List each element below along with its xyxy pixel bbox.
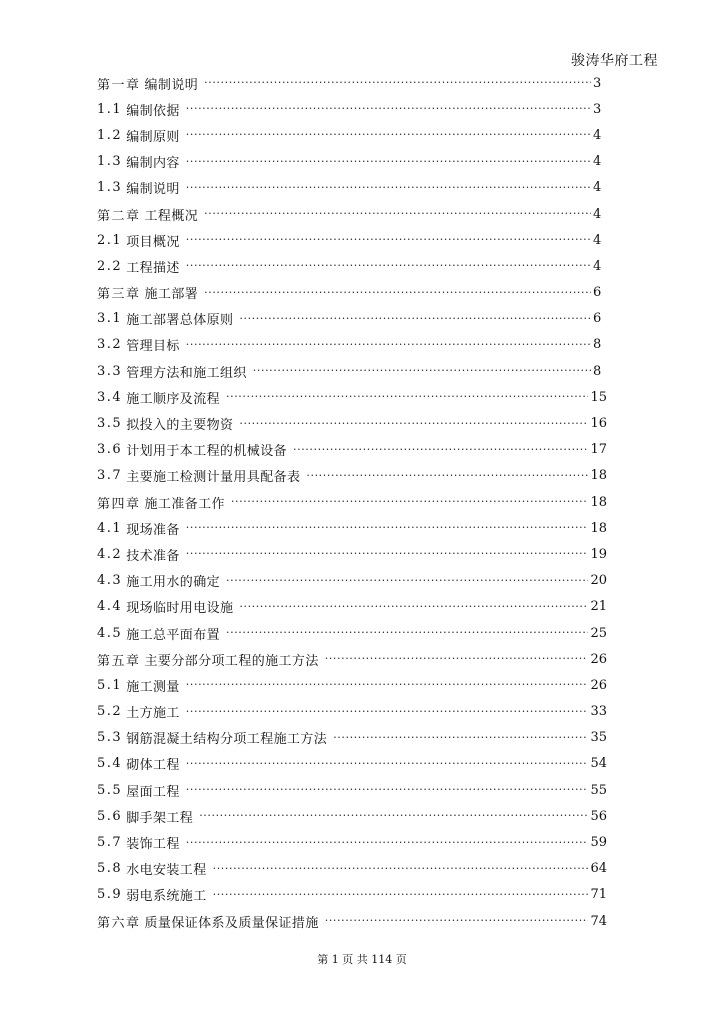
toc-entry-title: 项目概况: [126, 234, 180, 250]
toc-entry-page: 54: [590, 756, 607, 772]
toc-entry: [97, 306, 607, 332]
toc-entry-title: 技术准备: [126, 548, 180, 564]
dot-leader: [186, 678, 589, 692]
dot-leader: [186, 128, 591, 142]
dot-leader: [186, 181, 591, 195]
toc-entry: [97, 725, 607, 751]
toc-entry-page: 33: [590, 704, 607, 720]
toc-entry: [97, 122, 607, 148]
toc-entry-page: 21: [590, 599, 607, 615]
toc-entry: [97, 227, 607, 253]
toc-entry-page: 6: [593, 311, 602, 327]
dot-leader: [306, 469, 588, 483]
dot-leader: [204, 286, 591, 300]
toc-entry-number: 第五章: [97, 653, 141, 669]
toc-entry-page: 35: [590, 730, 607, 746]
toc-entry-number: 5.5: [97, 782, 123, 798]
dot-leader: [231, 495, 589, 509]
toc-entry-page: 4: [593, 180, 602, 196]
document-header: 骏涛华府工程: [571, 53, 658, 69]
toc-entry-number: 3.6: [97, 442, 123, 458]
toc-entry: [97, 384, 607, 410]
dot-leader: [186, 783, 589, 797]
toc-entry-number: 4.4: [97, 599, 123, 615]
toc-entry: [97, 777, 607, 803]
toc-entry-page: 4: [593, 206, 602, 222]
toc-entry: [97, 856, 607, 882]
toc-entry-title: 砌体工程: [126, 758, 180, 774]
dot-leader: [186, 836, 589, 850]
toc-entry: [97, 489, 607, 515]
dot-leader: [186, 233, 591, 247]
dot-leader: [325, 652, 589, 666]
toc-entry-page: 25: [590, 625, 607, 641]
dot-leader: [213, 888, 589, 902]
toc-entry-number: 第一章: [97, 77, 141, 93]
toc-entry-page: 56: [590, 808, 607, 824]
toc-entry: [97, 463, 607, 489]
toc-entry-number: 4.3: [97, 573, 123, 589]
dot-leader: [239, 312, 591, 326]
toc-entry-page: 19: [590, 546, 607, 562]
toc-entry-title: 主要施工检测计量用具配备表: [126, 470, 301, 486]
dot-leader: [186, 259, 591, 273]
toc-entry-title: 现场临时用电设施: [126, 601, 234, 617]
dot-leader: [186, 757, 589, 771]
toc-entry-number: 3.4: [97, 389, 123, 405]
toc-entry-title: 施工部署总体原则: [126, 313, 234, 329]
dot-leader: [239, 417, 588, 431]
toc-entry-number: 第二章: [97, 208, 141, 224]
toc-entry: [97, 751, 607, 777]
toc-entry-page: 71: [590, 887, 607, 903]
toc-entry-number: 5.1: [97, 677, 123, 693]
toc-entry-page: 15: [590, 389, 607, 405]
toc-entry-title: 施工测量: [126, 679, 180, 695]
dot-leader: [186, 155, 591, 169]
toc-entry-title: 施工准备工作: [144, 496, 225, 512]
toc-entry-page: 18: [590, 468, 607, 484]
toc-entry: [97, 201, 607, 227]
dot-leader: [253, 364, 591, 378]
toc-entry-page: 16: [590, 416, 607, 432]
toc-entry-title: 工程描述: [126, 260, 180, 276]
toc-entry-title: 装饰工程: [126, 837, 180, 853]
dot-leader: [186, 338, 591, 352]
dot-leader: [186, 102, 591, 116]
toc-entry-number: 第三章: [97, 287, 141, 303]
toc-entry-page: 18: [590, 494, 607, 510]
toc-entry: [97, 280, 607, 306]
toc-entry-number: 4.2: [97, 546, 123, 562]
toc-entry-title: 编制说明: [144, 77, 199, 93]
toc-entry-number: 5.9: [97, 887, 123, 903]
toc-entry-page: 18: [590, 520, 607, 536]
dot-leader: [186, 547, 589, 561]
toc-entry-page: 26: [590, 651, 607, 667]
toc-entry-number: 第六章: [97, 915, 141, 931]
toc-entry-number: 2.1: [97, 232, 123, 248]
toc-entry-title: 管理目标: [126, 339, 180, 355]
toc-entry-number: 3.5: [97, 416, 123, 432]
toc-entry-title: 编制说明: [126, 182, 180, 198]
dot-leader: [293, 443, 588, 457]
toc-entry: [97, 332, 607, 358]
toc-entry-number: 3.3: [97, 363, 123, 379]
dot-leader: [204, 207, 591, 221]
toc-entry-title: 现场准备: [126, 522, 180, 538]
toc-entry: [97, 541, 607, 567]
toc-entry-page: 4: [593, 232, 602, 248]
dot-leader: [186, 705, 589, 719]
toc-entry-page: 4: [593, 258, 602, 274]
toc-entry-page: 3: [593, 75, 602, 91]
toc-entry-number: 第四章: [97, 496, 141, 512]
toc-entry: [97, 908, 607, 934]
toc-entry: [97, 253, 607, 279]
toc-entry-page: 8: [593, 363, 602, 379]
toc-entry-number: 1.3: [97, 154, 123, 170]
toc-entry-page: 8: [593, 337, 602, 353]
toc-entry: [97, 594, 607, 620]
toc-entry: [97, 96, 607, 122]
toc-entry-page: 3: [593, 101, 602, 117]
toc-entry-title: 编制原则: [126, 129, 180, 145]
toc-entry-title: 屋面工程: [126, 784, 180, 800]
toc-entry-title: 水电安装工程: [126, 863, 207, 879]
dot-leader: [213, 862, 589, 876]
toc-entry: [97, 358, 607, 384]
toc-entry: [97, 803, 607, 829]
toc-entry-number: 1.1: [97, 101, 123, 117]
dot-leader: [226, 626, 588, 640]
dot-leader: [239, 600, 588, 614]
toc-entry: [97, 646, 607, 672]
toc-entry-title: 编制依据: [126, 103, 180, 119]
toc-entry: [97, 437, 607, 463]
toc-entry-number: 5.8: [97, 861, 123, 877]
toc-entry-title: 管理方法和施工组织: [126, 365, 247, 381]
toc-entry-title: 脚手架工程: [126, 810, 194, 826]
toc-entry: [97, 829, 607, 855]
toc-entry-title: 工程概况: [144, 208, 199, 224]
toc-entry-title: 施工顺序及流程: [126, 391, 220, 407]
toc-entry-title: 施工部署: [144, 287, 199, 303]
toc-entry-number: 5.2: [97, 704, 123, 720]
toc-entry-page: 74: [590, 913, 607, 929]
toc-entry: [97, 568, 607, 594]
toc-entry-page: 55: [590, 782, 607, 798]
toc-entry-title: 主要分部分项工程的施工方法: [144, 653, 319, 669]
toc-entry: [97, 672, 607, 698]
dot-leader: [325, 914, 589, 928]
toc-entry-title: 弱电系统施工: [126, 889, 207, 905]
toc-entry-number: 5.6: [97, 808, 123, 824]
toc-entry-number: 2.2: [97, 258, 123, 274]
toc-entry: [97, 410, 607, 436]
toc-entry-page: 6: [593, 285, 602, 301]
toc-entry: [97, 882, 607, 908]
toc-entry-page: 4: [593, 154, 602, 170]
toc-entry-number: 5.3: [97, 730, 123, 746]
toc-entry: [97, 175, 607, 201]
toc-entry-title: 拟投入的主要物资: [126, 418, 234, 434]
dot-leader: [199, 809, 588, 823]
toc-entry: [97, 699, 607, 725]
toc-entry: [97, 70, 607, 96]
dot-leader: [226, 390, 588, 404]
dot-leader: [186, 521, 589, 535]
toc-entry-title: 土方施工: [126, 706, 180, 722]
table-of-contents: [97, 70, 607, 934]
toc-entry-page: 20: [590, 573, 607, 589]
toc-entry-number: 5.7: [97, 835, 123, 851]
toc-entry-number: 4.1: [97, 520, 123, 536]
toc-entry-number: 3.2: [97, 337, 123, 353]
toc-entry-title: 编制内容: [126, 156, 180, 172]
toc-entry-number: 3.1: [97, 311, 123, 327]
toc-entry-page: 64: [590, 861, 607, 877]
toc-entry-number: 3.7: [97, 468, 123, 484]
toc-entry-page: 4: [593, 127, 602, 143]
toc-entry-title: 钢筋混凝土结构分项工程施工方法: [126, 732, 328, 748]
toc-entry-title: 施工用水的确定: [126, 575, 220, 591]
toc-entry-page: 26: [590, 677, 607, 693]
toc-entry-title: 计划用于本工程的机械设备: [126, 444, 287, 460]
toc-entry-title: 施工总平面布置: [126, 627, 220, 643]
toc-entry-number: 5.4: [97, 756, 123, 772]
toc-entry-page: 17: [590, 442, 607, 458]
dot-leader: [333, 731, 588, 745]
toc-entry-number: 1.3: [97, 180, 123, 196]
page-footer: 第 1 页 共 114 页: [317, 953, 407, 966]
dot-leader: [226, 574, 588, 588]
toc-entry: [97, 149, 607, 175]
toc-entry-number: 4.5: [97, 625, 123, 641]
toc-entry-page: 59: [590, 835, 607, 851]
toc-entry-title: 质量保证体系及质量保证措施: [144, 915, 319, 931]
toc-entry: [97, 515, 607, 541]
toc-entry-number: 1.2: [97, 127, 123, 143]
toc-entry: [97, 620, 607, 646]
dot-leader: [204, 76, 591, 90]
